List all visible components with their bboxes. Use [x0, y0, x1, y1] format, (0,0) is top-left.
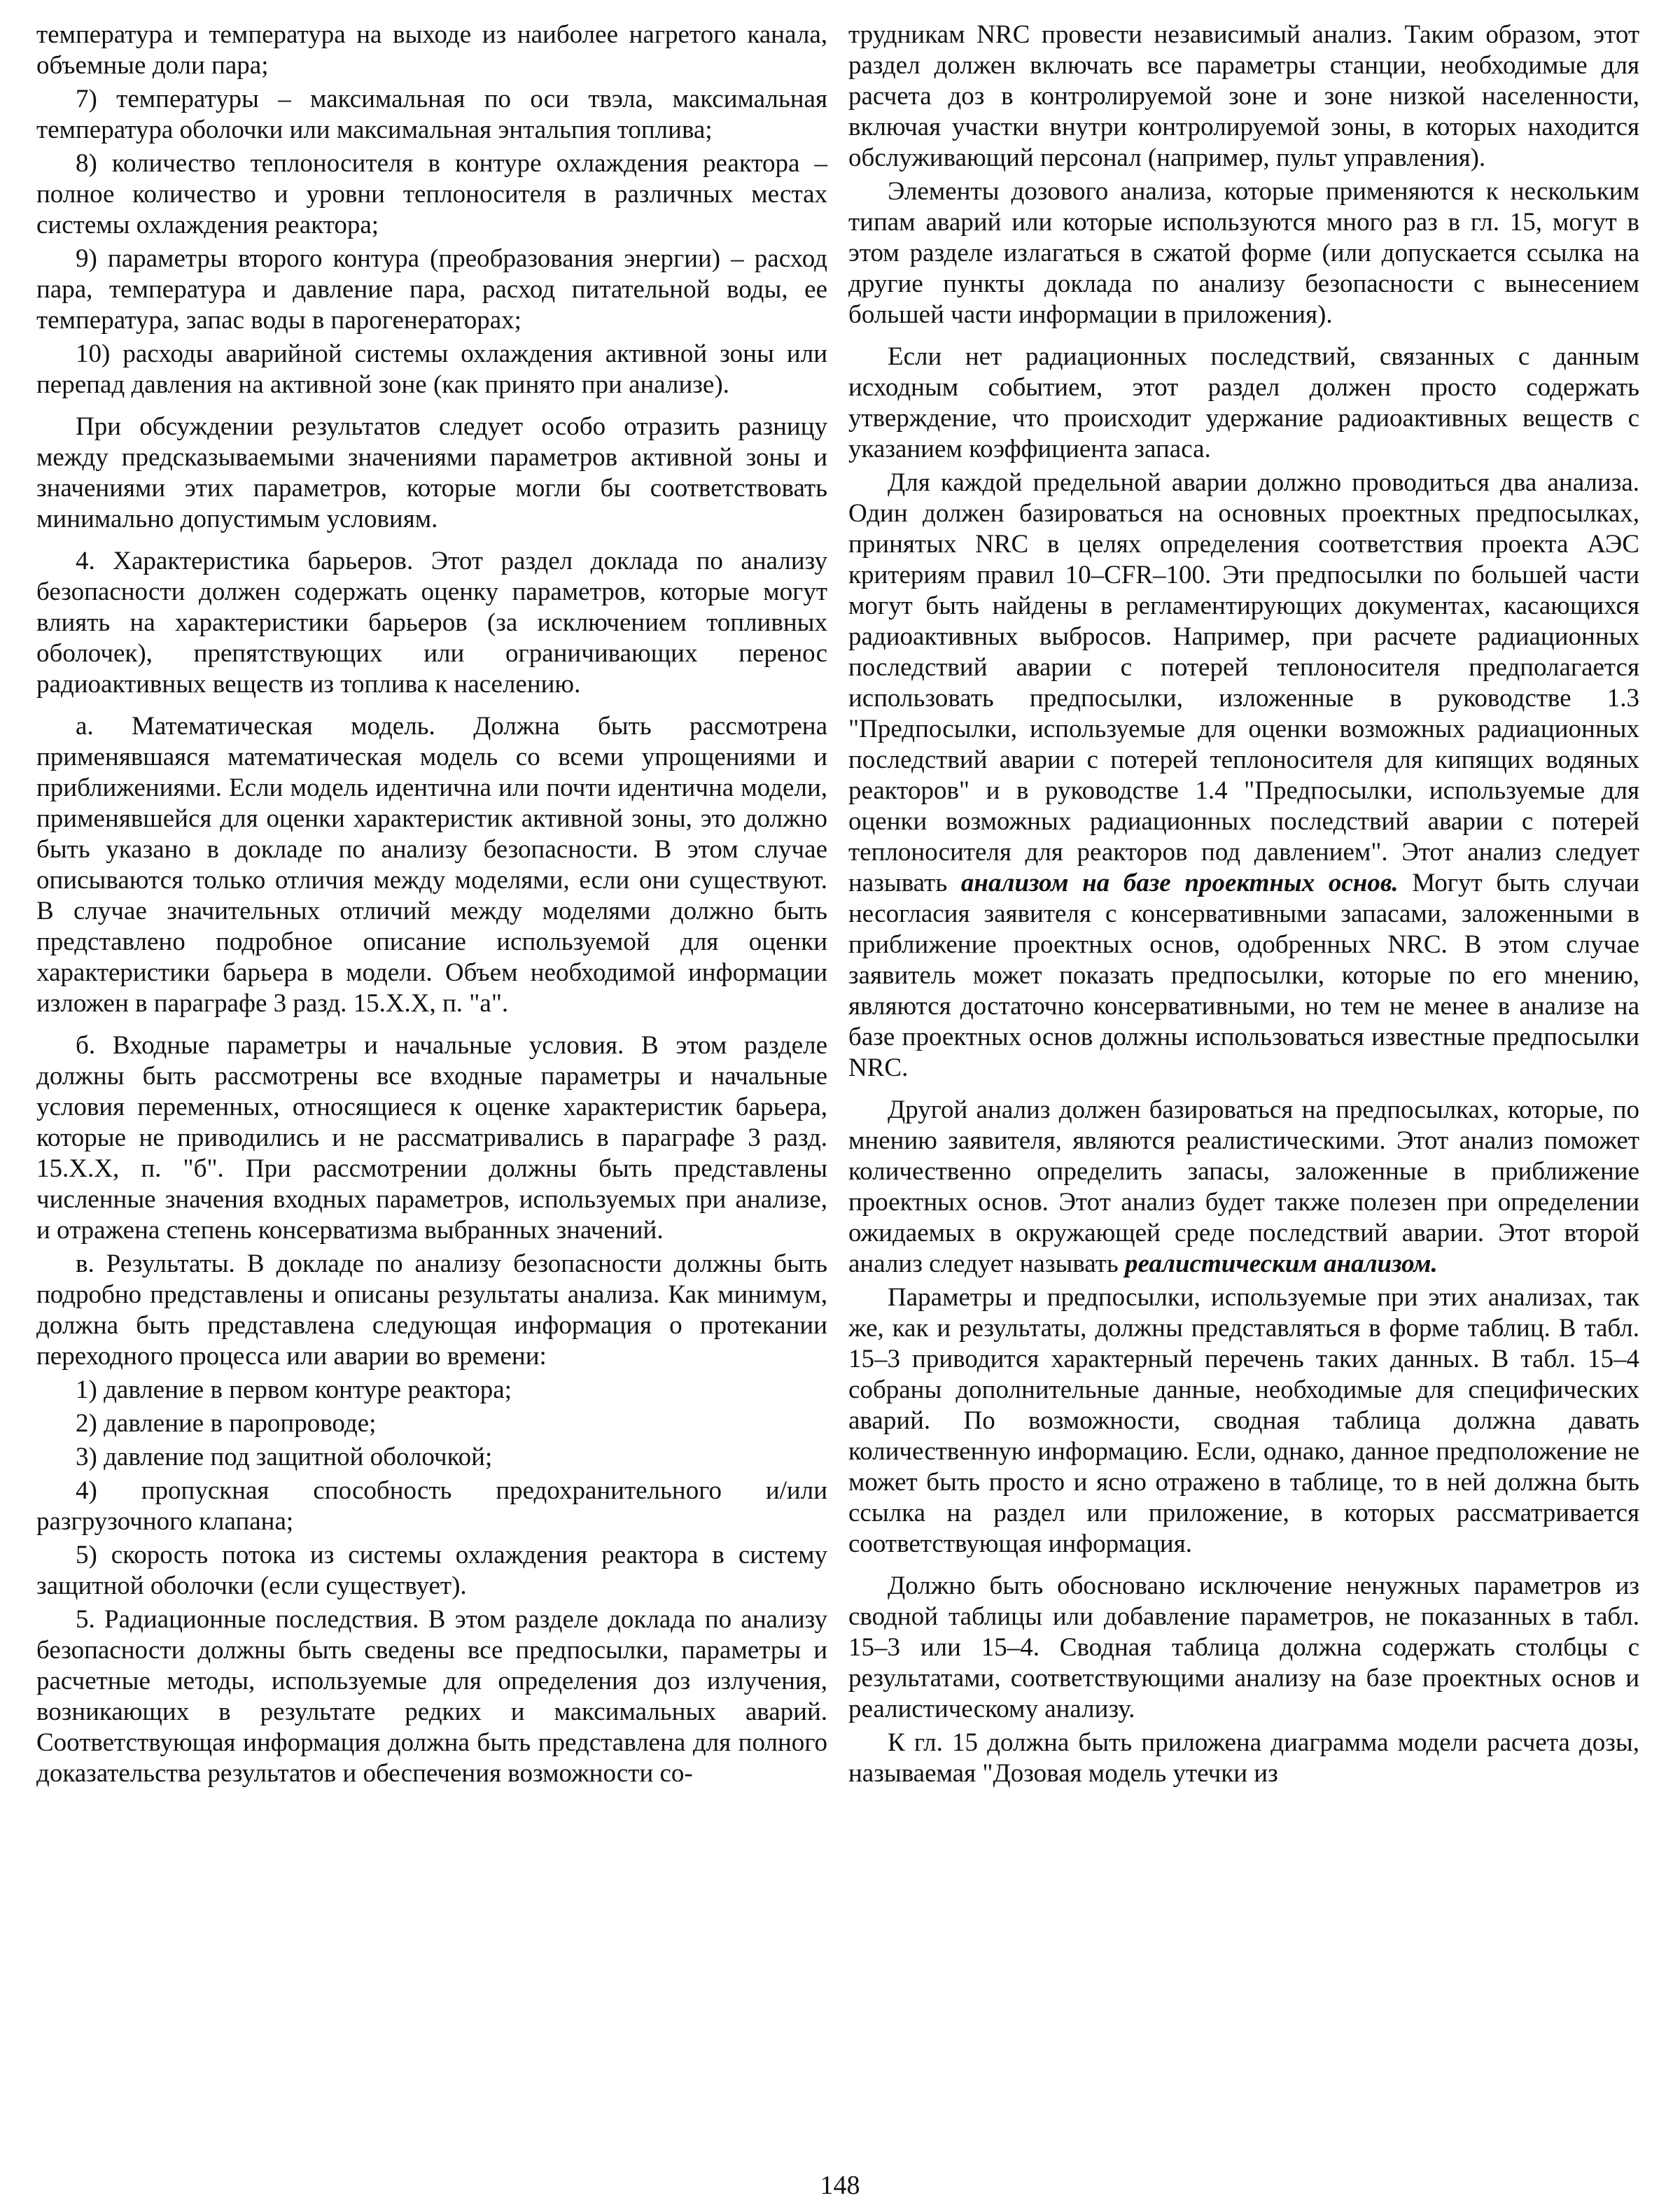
list-item: 2) давление в паропроводе;: [76, 1409, 377, 1438]
subsection-paragraph: а. Математическая модель. Должна быть рассмотрена применявшаяся математическая модель со всеми упрощениями и приближениями. Если модель идентична или почти идентична модели, применявшейся для оценки характеристик активной зоны, это должно быть указано в докладе по анализу безопасности. В этом случае описываются только отличия между моделями, если они существуют. В случае значительных отличий между моделями должно быть представлено подробное описание используемой для оценки характеристики барьера в модели. Объем необходимой информации изложен в параграфе 3 разд. 15.X.X, п. "а".: [36, 712, 827, 1018]
paragraph: Параметры и предпосылки, используемые при этих анализах, так же, как и результаты, должны представляться в форме таблиц. В табл. 15–3 приводится характерный перечень таких данных. В табл. 15–4 собраны дополнительные данные, необходимые для специфических аварий. По возможности, сводная таблица должна давать количественную информацию. Если, однако, данное предположение не может быть просто и ясно отражено в таблице, то в ней должна быть ссылка на раздел или приложение, в которых рассматривается соответствующая информация.: [848, 1283, 1639, 1558]
list-item: 9) параметры второго контура (преобразования энергии) – расход пара, температура и давление пара, расход питательной воды, ее температура, запас воды в парогенераторах;: [36, 244, 827, 335]
list-item: 7) температуры – максимальная по оси твэла, максимальная температура оболочки или максимальная энтальпия топлива;: [36, 85, 827, 144]
paragraph-text: Для каждой предельной аварии должно проводиться два анализа. Один должен базироваться на основных проектных предпосылках, принятых NRC в целях определения соответствия проекта АЭС критериям правил 10–CFR–100. Эти предпосылки по большей части могут быть найдены в регламентирующих документах, касающихся радиоактивных выбросов. Например, при расчете радиационных последствий аварии с потерей теплоносителя предполагается использовать предпосылки, изложенные в руководстве 1.3 "Предпосылки, используемые для оценки возможных радиационных последствий аварии с потерей теплоносителя для кипящих водяных реакторов" и в руководстве 1.4 "Предпосылки, используемые для оценки возможных радиационных последствий аварии с потерей теплоносителя для реакторов под давлением". Этот анализ следует называть: [848, 468, 1639, 897]
list-item: 8) количество теплоносителя в контуре охлаждения реактора – полное количество и уровни теплоносителя в различных местах системы охлаждения реактора;: [36, 149, 827, 239]
list-item: 10) расходы аварийной системы охлаждения активной зоны или перепад давления на активной зоне (как принято при анализе).: [36, 340, 827, 399]
paragraph: К гл. 15 должна быть приложена диаграмма модели расчета дозы, называемая "Дозовая модель утечки из: [848, 1728, 1639, 1788]
right-column: [848, 20, 1639, 1792]
section-paragraph: 4. Характеристика барьеров. Этот раздел доклада по анализу безопасности должен содержать оценку параметров, которые могут влиять на характеристики барьеров (за исключением топливных оболочек), препятствующих или ограничивающих перенос радиоактивных веществ из топлива к населению.: [36, 547, 827, 699]
subsection-paragraph: в. Результаты. В докладе по анализу безопасности должны быть подробно представлены и описаны результаты анализа. Как минимум, должна быть представлена следующая информация о протекании переходного процесса или аварии во времени:: [36, 1250, 827, 1371]
list-item: 5) скорость потока из системы охлаждения реактора в систему защитной оболочки (если существует).: [36, 1541, 827, 1600]
term-emphasis: реалистическим анализом.: [1125, 1250, 1438, 1278]
paragraph-text: Могут быть случаи несогласия заявителя с консервативными запасами, заложенными в приближение проектных основ, одобренных NRC. В этом случае заявитель может показать предпосылки, которые по его мнению, являются достаточно консервативными, но тем не менее в анализе на базе проектных основ должны использоваться известные предпосылки NRC.: [848, 869, 1640, 1082]
paragraph: температура и температура на выходе из наиболее нагретого канала, объемные доли пара;: [36, 20, 827, 80]
paragraph: [848, 468, 1639, 1084]
term-emphasis: анализом на базе проектных основ.: [960, 869, 1399, 897]
paragraph: [848, 1095, 1639, 1280]
paragraph-text: Другой анализ должен базироваться на предпосылках, которые, по мнению заявителя, являются реалистическими. Этот анализ поможет количественно определить запасы, заложенные в приближение проектных основ. Этот анализ будет также полезен при определении ожидаемых в окружающей среде последствий аварии. Этот второй анализ следует называть: [848, 1096, 1639, 1278]
list-item: 1) давление в первом контуре реактора;: [76, 1376, 512, 1404]
paragraph: Элементы дозового анализа, которые применяются к нескольким типам аварий или которые используются много раз в гл. 15, могут в этом разделе излагаться в сжатой форме (или допускается ссылка на другие пункты доклада по анализу безопасности с вынесением большей части информации в приложения).: [848, 177, 1639, 329]
paragraph: Если нет радиационных последствий, связанных с данным исходным событием, этот раздел должен просто содержать утверждение, что происходит удержание радиоактивных веществ с указанием коэффициента запаса.: [848, 342, 1639, 463]
paragraph: При обсуждении результатов следует особо отразить разницу между предсказываемыми значениями параметров активной зоны и значениями этих параметров, которые могли бы соответствовать минимально допустимым условиям.: [36, 412, 827, 533]
page-number: 148: [820, 2171, 860, 2200]
left-column: [36, 20, 827, 1792]
paragraph: трудникам NRC провести независимый анализ. Таким образом, этот раздел должен включать все параметры станции, необходимые для расчета доз в контролируемой зоне и зоне низкой населенности, включая участки внутри контролируемой зоны, в которых находится обслуживающий персонал (например, пульт управления).: [848, 20, 1639, 172]
subsection-paragraph: б. Входные параметры и начальные условия. В этом разделе должны быть рассмотрены все входные параметры и начальные условия переменных, относящиеся к оценке характеристик барьера, которые не приводились и не рассматривались в параграфе 3 разд. 15.X.X, п. "б". При рассмотрении должны быть представлены численные значения входных параметров, используемых при анализе, и отражена степень консерватизма выбранных значений.: [36, 1031, 827, 1245]
section-paragraph: 5. Радиационные последствия. В этом разделе доклада по анализу безопасности должны быть сведены все предпосылки, параметры и расчетные методы, используемые для определения доз излучения, возникающих в результате редких и максимальных аварий. Соответствующая информация должна быть представлена для полного доказательства результатов и обеспечения возможности со-: [36, 1605, 827, 1788]
list-item: 4) пропускная способность предохранительного и/или разгрузочного клапана;: [36, 1476, 827, 1536]
paragraph: Должно быть обосновано исключение ненужных параметров из сводной таблицы или добавление параметров, не показанных в табл. 15–3 или 15–4. Сводная таблица должна содержать столбцы с результатами, соответствующими анализу на базе проектных основ и реалистическому анализу.: [848, 1572, 1639, 1723]
list-item: 3) давление под защитной оболочкой;: [76, 1443, 493, 1471]
